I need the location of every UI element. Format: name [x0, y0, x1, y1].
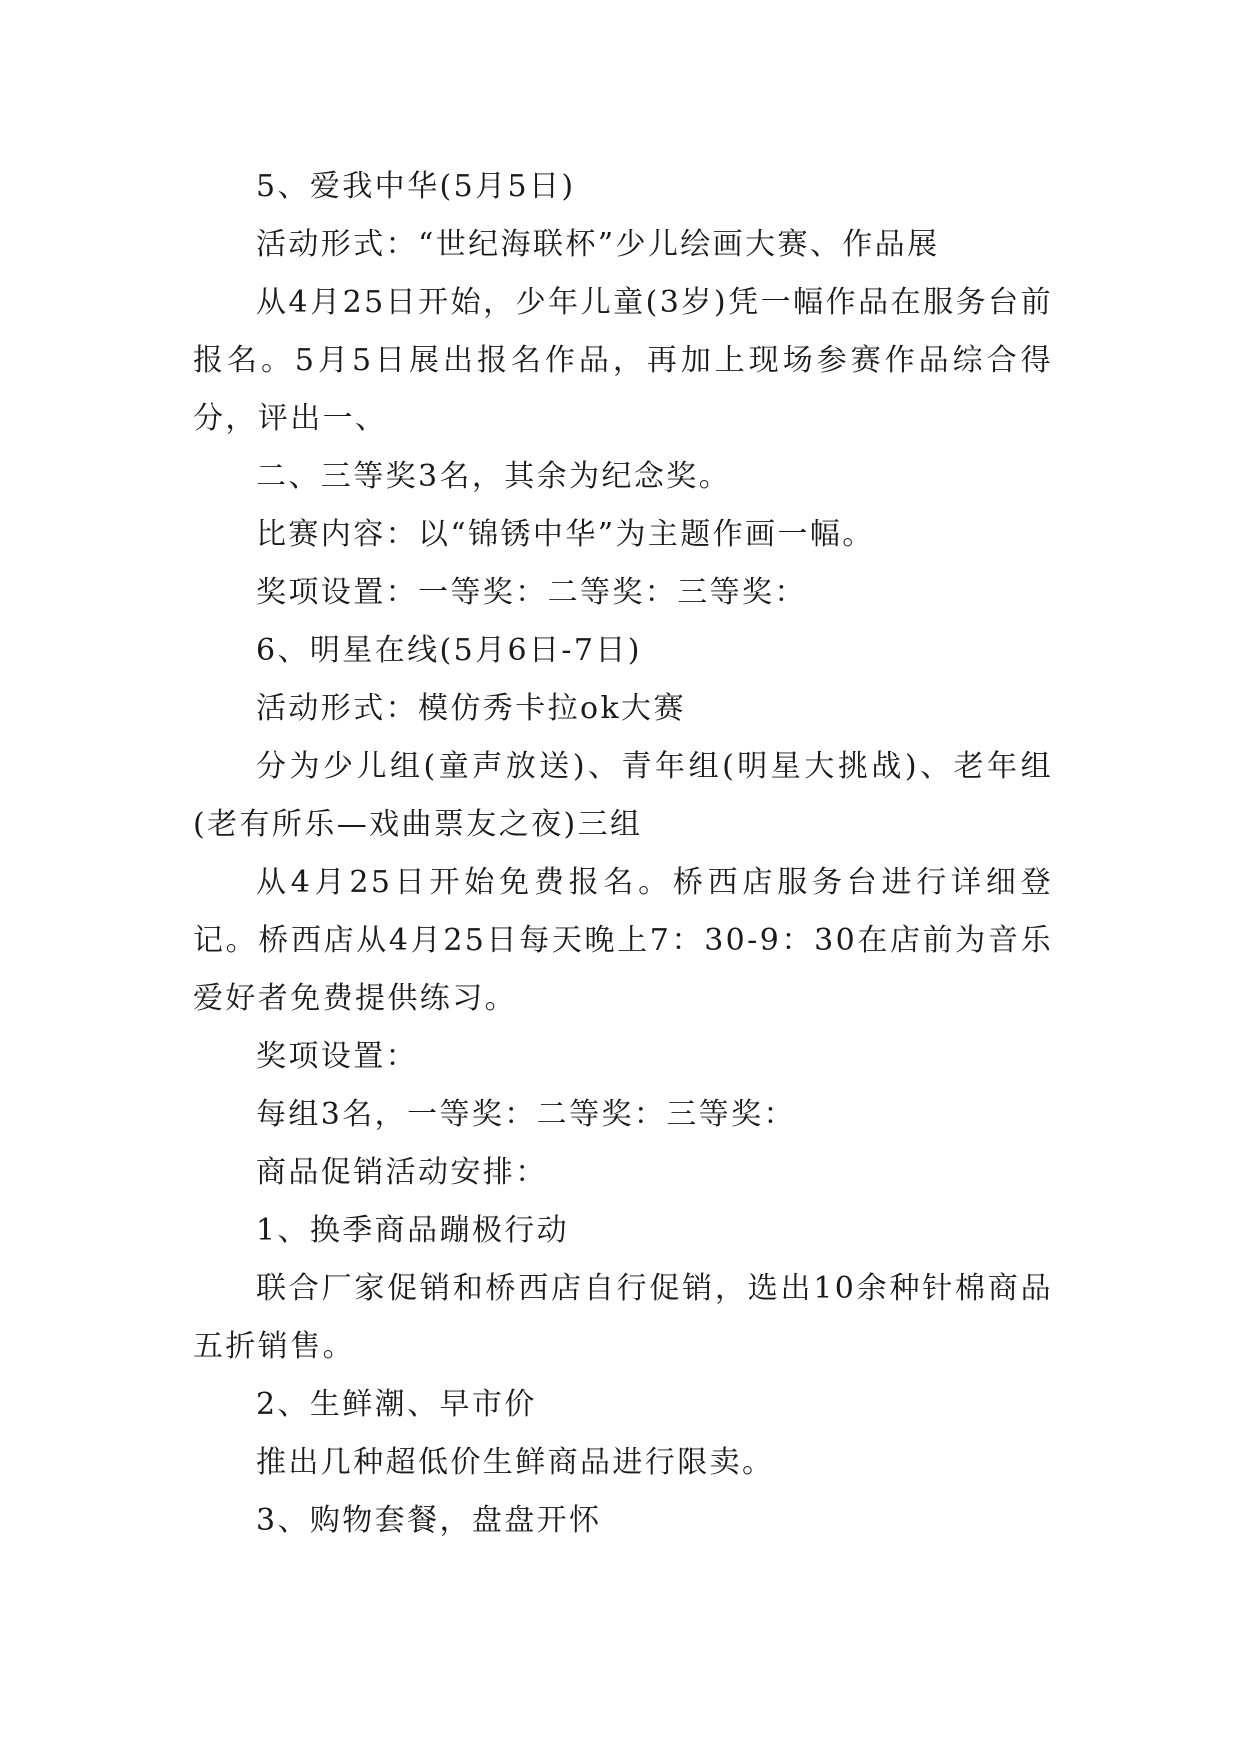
activity-form-line: 活动形式：“世纪海联杯”少儿绘画大赛、作品展: [256, 227, 940, 262]
activity-form-karaoke-line: 活动形式：模仿秀卡拉ok大赛: [256, 691, 686, 726]
contest-content-line: 比赛内容：以“锦锈中华”为主题作画一幅。: [256, 517, 875, 552]
promo-item-2-heading: 2、生鲜潮、早市价: [256, 1387, 537, 1422]
promo-item-3-heading: 3、购物套餐，盘盘开怀: [256, 1503, 602, 1538]
promo-item-1-heading: 1、换季商品蹦极行动: [256, 1213, 570, 1248]
prize-per-group-line: 每组3名，一等奖：二等奖：三等奖：: [256, 1097, 796, 1132]
document-body: [193, 158, 1053, 1550]
prize-settings-line: 奖项设置：一等奖：二等奖：三等奖：: [256, 575, 807, 610]
groups-paragraph: 分为少儿组(童声放送)、青年组(明星大挑战)、老年组(老有所乐—戏曲票友之夜)三组: [193, 749, 1053, 842]
section-heading-love-china: 5、爱我中华(5月5日): [256, 169, 576, 204]
promo-item-1-detail: 联合厂家促销和桥西店自行促销，选出10余种针棉商品五折销售。: [193, 1271, 1053, 1364]
free-registration-paragraph: 从4月25日开始免费报名。桥西店服务台进行详细登记。桥西店从4月25日每天晚上7：30-9：30在店前为音乐爱好者免费提供练习。: [193, 865, 1053, 1016]
prize-settings-heading: 奖项设置：: [256, 1039, 418, 1074]
registration-paragraph: 从4月25日开始，少年儿童(3岁)凭一幅作品在服务台前报名。5月5日展出报名作品，再加上现场参赛作品综合得分，评出一、: [193, 285, 1053, 436]
promo-item-2-detail: 推出几种超低价生鲜商品进行限卖。: [256, 1445, 775, 1480]
promotion-arrangement-heading: 商品促销活动安排：: [256, 1155, 548, 1190]
prize-count-line: 二、三等奖3名，其余为纪念奖。: [256, 459, 732, 494]
section-heading-star-online: 6、明星在线(5月6日-7日): [256, 633, 642, 668]
